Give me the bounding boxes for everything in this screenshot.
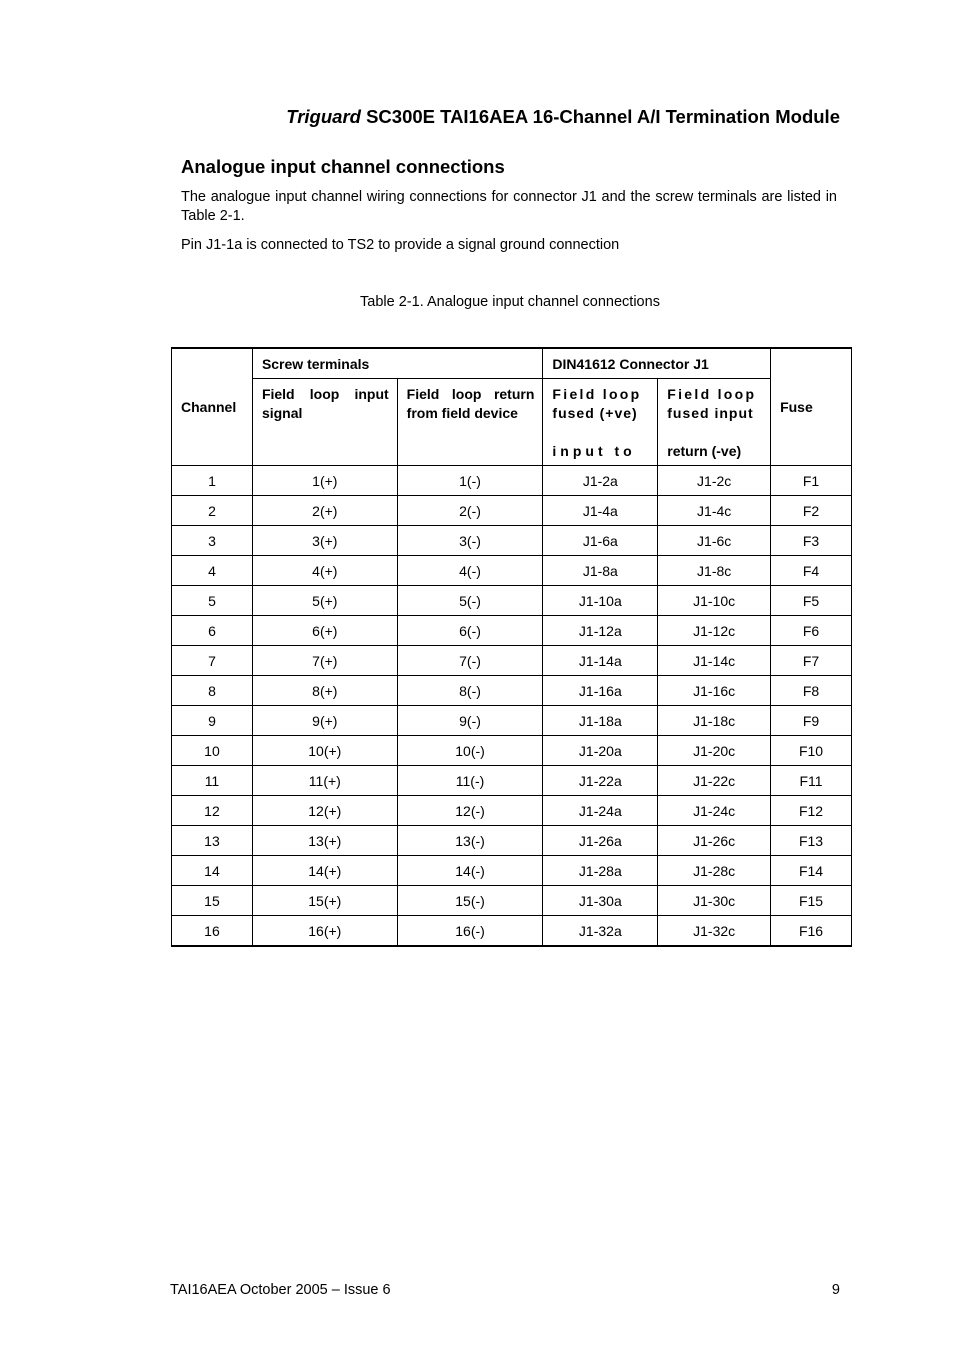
table-row xyxy=(172,796,852,826)
running-header xyxy=(286,106,840,128)
col-header-fused-minus xyxy=(658,379,771,466)
cell-field-input: 8(+) xyxy=(252,676,397,706)
cell-j1-minus: J1-10c xyxy=(658,586,771,616)
cell-channel: 3 xyxy=(172,526,253,556)
cell-fuse: F9 xyxy=(771,706,852,736)
cell-field-input: 15(+) xyxy=(252,886,397,916)
intro-paragraph: The analogue input channel wiring connections for connector J1 and the screw terminals are listed in Table 2-1. xyxy=(181,189,837,224)
cell-field-return: 10(-) xyxy=(397,736,543,766)
cell-field-input: 9(+) xyxy=(252,706,397,736)
cell-channel: 1 xyxy=(172,466,253,496)
cell-field-input: 2(+) xyxy=(252,496,397,526)
cell-field-input: 16(+) xyxy=(252,916,397,947)
fused-plus-line1: Field loop xyxy=(552,386,642,402)
cell-field-return: 13(-) xyxy=(397,826,543,856)
cell-channel: 12 xyxy=(172,796,253,826)
cell-j1-plus: J1-32a xyxy=(543,916,658,947)
table-row xyxy=(172,736,852,766)
cell-j1-plus: J1-30a xyxy=(543,886,658,916)
fused-plus-line2: fused (+ve) xyxy=(552,405,638,421)
cell-field-return: 7(-) xyxy=(397,646,543,676)
section-heading: Analogue input channel connections xyxy=(181,156,505,177)
brand-name: Triguard xyxy=(286,106,361,127)
cell-channel: 15 xyxy=(172,886,253,916)
cell-fuse: F11 xyxy=(771,766,852,796)
cell-j1-minus: J1-16c xyxy=(658,676,771,706)
cell-j1-plus: J1-14a xyxy=(543,646,658,676)
cell-channel: 6 xyxy=(172,616,253,646)
cell-channel: 8 xyxy=(172,676,253,706)
cell-fuse: F16 xyxy=(771,916,852,947)
cell-field-return: 6(-) xyxy=(397,616,543,646)
cell-j1-minus: J1-2c xyxy=(658,466,771,496)
cell-j1-minus: J1-24c xyxy=(658,796,771,826)
cell-field-input: 13(+) xyxy=(252,826,397,856)
cell-fuse: F7 xyxy=(771,646,852,676)
table-header-group-row xyxy=(172,348,852,379)
cell-field-input: 12(+) xyxy=(252,796,397,826)
table-row xyxy=(172,916,852,947)
cell-field-return: 1(-) xyxy=(397,466,543,496)
cell-field-input: 7(+) xyxy=(252,646,397,676)
cell-fuse: F8 xyxy=(771,676,852,706)
table-row xyxy=(172,706,852,736)
table-header-sub-row xyxy=(172,379,852,466)
cell-j1-plus: J1-22a xyxy=(543,766,658,796)
cell-field-input: 11(+) xyxy=(252,766,397,796)
table-row xyxy=(172,766,852,796)
cell-field-input: 5(+) xyxy=(252,586,397,616)
cell-channel: 14 xyxy=(172,856,253,886)
table-row xyxy=(172,826,852,856)
cell-channel: 7 xyxy=(172,646,253,676)
cell-field-return: 16(-) xyxy=(397,916,543,947)
cell-j1-minus: J1-18c xyxy=(658,706,771,736)
cell-j1-minus: J1-20c xyxy=(658,736,771,766)
fused-minus-line1: Field loop xyxy=(667,386,757,402)
table-row xyxy=(172,526,852,556)
cell-field-input: 10(+) xyxy=(252,736,397,766)
cell-j1-minus: J1-32c xyxy=(658,916,771,947)
table-row xyxy=(172,556,852,586)
ground-note-paragraph: Pin J1-1a is connected to TS2 to provide a signal ground connection xyxy=(181,237,620,253)
cell-channel: 9 xyxy=(172,706,253,736)
cell-field-return: 3(-) xyxy=(397,526,543,556)
cell-j1-plus: J1-4a xyxy=(543,496,658,526)
cell-field-return: 8(-) xyxy=(397,676,543,706)
cell-field-return: 11(-) xyxy=(397,766,543,796)
cell-j1-plus: J1-8a xyxy=(543,556,658,586)
cell-j1-minus: J1-28c xyxy=(658,856,771,886)
cell-field-input: 6(+) xyxy=(252,616,397,646)
cell-field-return: 2(-) xyxy=(397,496,543,526)
table-row xyxy=(172,646,852,676)
cell-j1-minus: J1-6c xyxy=(658,526,771,556)
cell-j1-minus: J1-22c xyxy=(658,766,771,796)
col-group-din-connector: DIN41612 Connector J1 xyxy=(543,348,771,379)
cell-channel: 13 xyxy=(172,826,253,856)
cell-field-return: 15(-) xyxy=(397,886,543,916)
cell-field-return: 9(-) xyxy=(397,706,543,736)
cell-fuse: F5 xyxy=(771,586,852,616)
cell-j1-plus: J1-6a xyxy=(543,526,658,556)
table-row xyxy=(172,616,852,646)
cell-j1-minus: J1-8c xyxy=(658,556,771,586)
page-number: 9 xyxy=(831,1282,840,1298)
footer-doc-info: TAI16AEA October 2005 – Issue 6 xyxy=(170,1282,391,1298)
fused-plus-line3: input to xyxy=(552,443,636,459)
cell-channel: 16 xyxy=(172,916,253,947)
cell-fuse: F2 xyxy=(771,496,852,526)
cell-j1-minus: J1-14c xyxy=(658,646,771,676)
table-row xyxy=(172,466,852,496)
cell-field-input: 3(+) xyxy=(252,526,397,556)
col-header-field-return: Field loop return from field device xyxy=(397,379,543,466)
cell-j1-minus: J1-26c xyxy=(658,826,771,856)
cell-j1-plus: J1-2a xyxy=(543,466,658,496)
cell-fuse: F10 xyxy=(771,736,852,766)
connections-table xyxy=(171,347,852,947)
fused-minus-line2: fused input xyxy=(667,405,754,421)
cell-channel: 10 xyxy=(172,736,253,766)
cell-fuse: F3 xyxy=(771,526,852,556)
table-row xyxy=(172,856,852,886)
cell-fuse: F15 xyxy=(771,886,852,916)
cell-j1-plus: J1-10a xyxy=(543,586,658,616)
cell-fuse: F13 xyxy=(771,826,852,856)
cell-field-input: 14(+) xyxy=(252,856,397,886)
cell-channel: 11 xyxy=(172,766,253,796)
cell-channel: 5 xyxy=(172,586,253,616)
cell-field-return: 12(-) xyxy=(397,796,543,826)
cell-fuse: F6 xyxy=(771,616,852,646)
table-row xyxy=(172,886,852,916)
cell-j1-plus: J1-12a xyxy=(543,616,658,646)
header-title: SC300E TAI16AEA 16-Channel A/I Termination Module xyxy=(366,106,840,127)
cell-field-input: 4(+) xyxy=(252,556,397,586)
col-header-fused-plus xyxy=(543,379,658,466)
table-row xyxy=(172,496,852,526)
cell-j1-minus: J1-12c xyxy=(658,616,771,646)
cell-fuse: F1 xyxy=(771,466,852,496)
table-caption: Table 2-1. Analogue input channel connections xyxy=(360,294,660,310)
table-row xyxy=(172,586,852,616)
cell-fuse: F4 xyxy=(771,556,852,586)
cell-j1-plus: J1-18a xyxy=(543,706,658,736)
cell-channel: 4 xyxy=(172,556,253,586)
cell-field-return: 4(-) xyxy=(397,556,543,586)
cell-j1-minus: J1-4c xyxy=(658,496,771,526)
cell-j1-plus: J1-26a xyxy=(543,826,658,856)
col-header-channel: Channel xyxy=(172,348,253,466)
cell-fuse: F14 xyxy=(771,856,852,886)
table-row xyxy=(172,676,852,706)
cell-field-input: 1(+) xyxy=(252,466,397,496)
col-header-field-input: Field loop input signal xyxy=(252,379,397,466)
cell-j1-plus: J1-24a xyxy=(543,796,658,826)
cell-field-return: 14(-) xyxy=(397,856,543,886)
col-header-fuse: Fuse xyxy=(771,348,852,466)
cell-j1-minus: J1-30c xyxy=(658,886,771,916)
cell-j1-plus: J1-20a xyxy=(543,736,658,766)
cell-j1-plus: J1-28a xyxy=(543,856,658,886)
cell-fuse: F12 xyxy=(771,796,852,826)
col-group-screw-terminals: Screw terminals xyxy=(252,348,542,379)
cell-j1-plus: J1-16a xyxy=(543,676,658,706)
cell-field-return: 5(-) xyxy=(397,586,543,616)
cell-channel: 2 xyxy=(172,496,253,526)
fused-minus-line3: return (-ve) xyxy=(667,443,742,459)
